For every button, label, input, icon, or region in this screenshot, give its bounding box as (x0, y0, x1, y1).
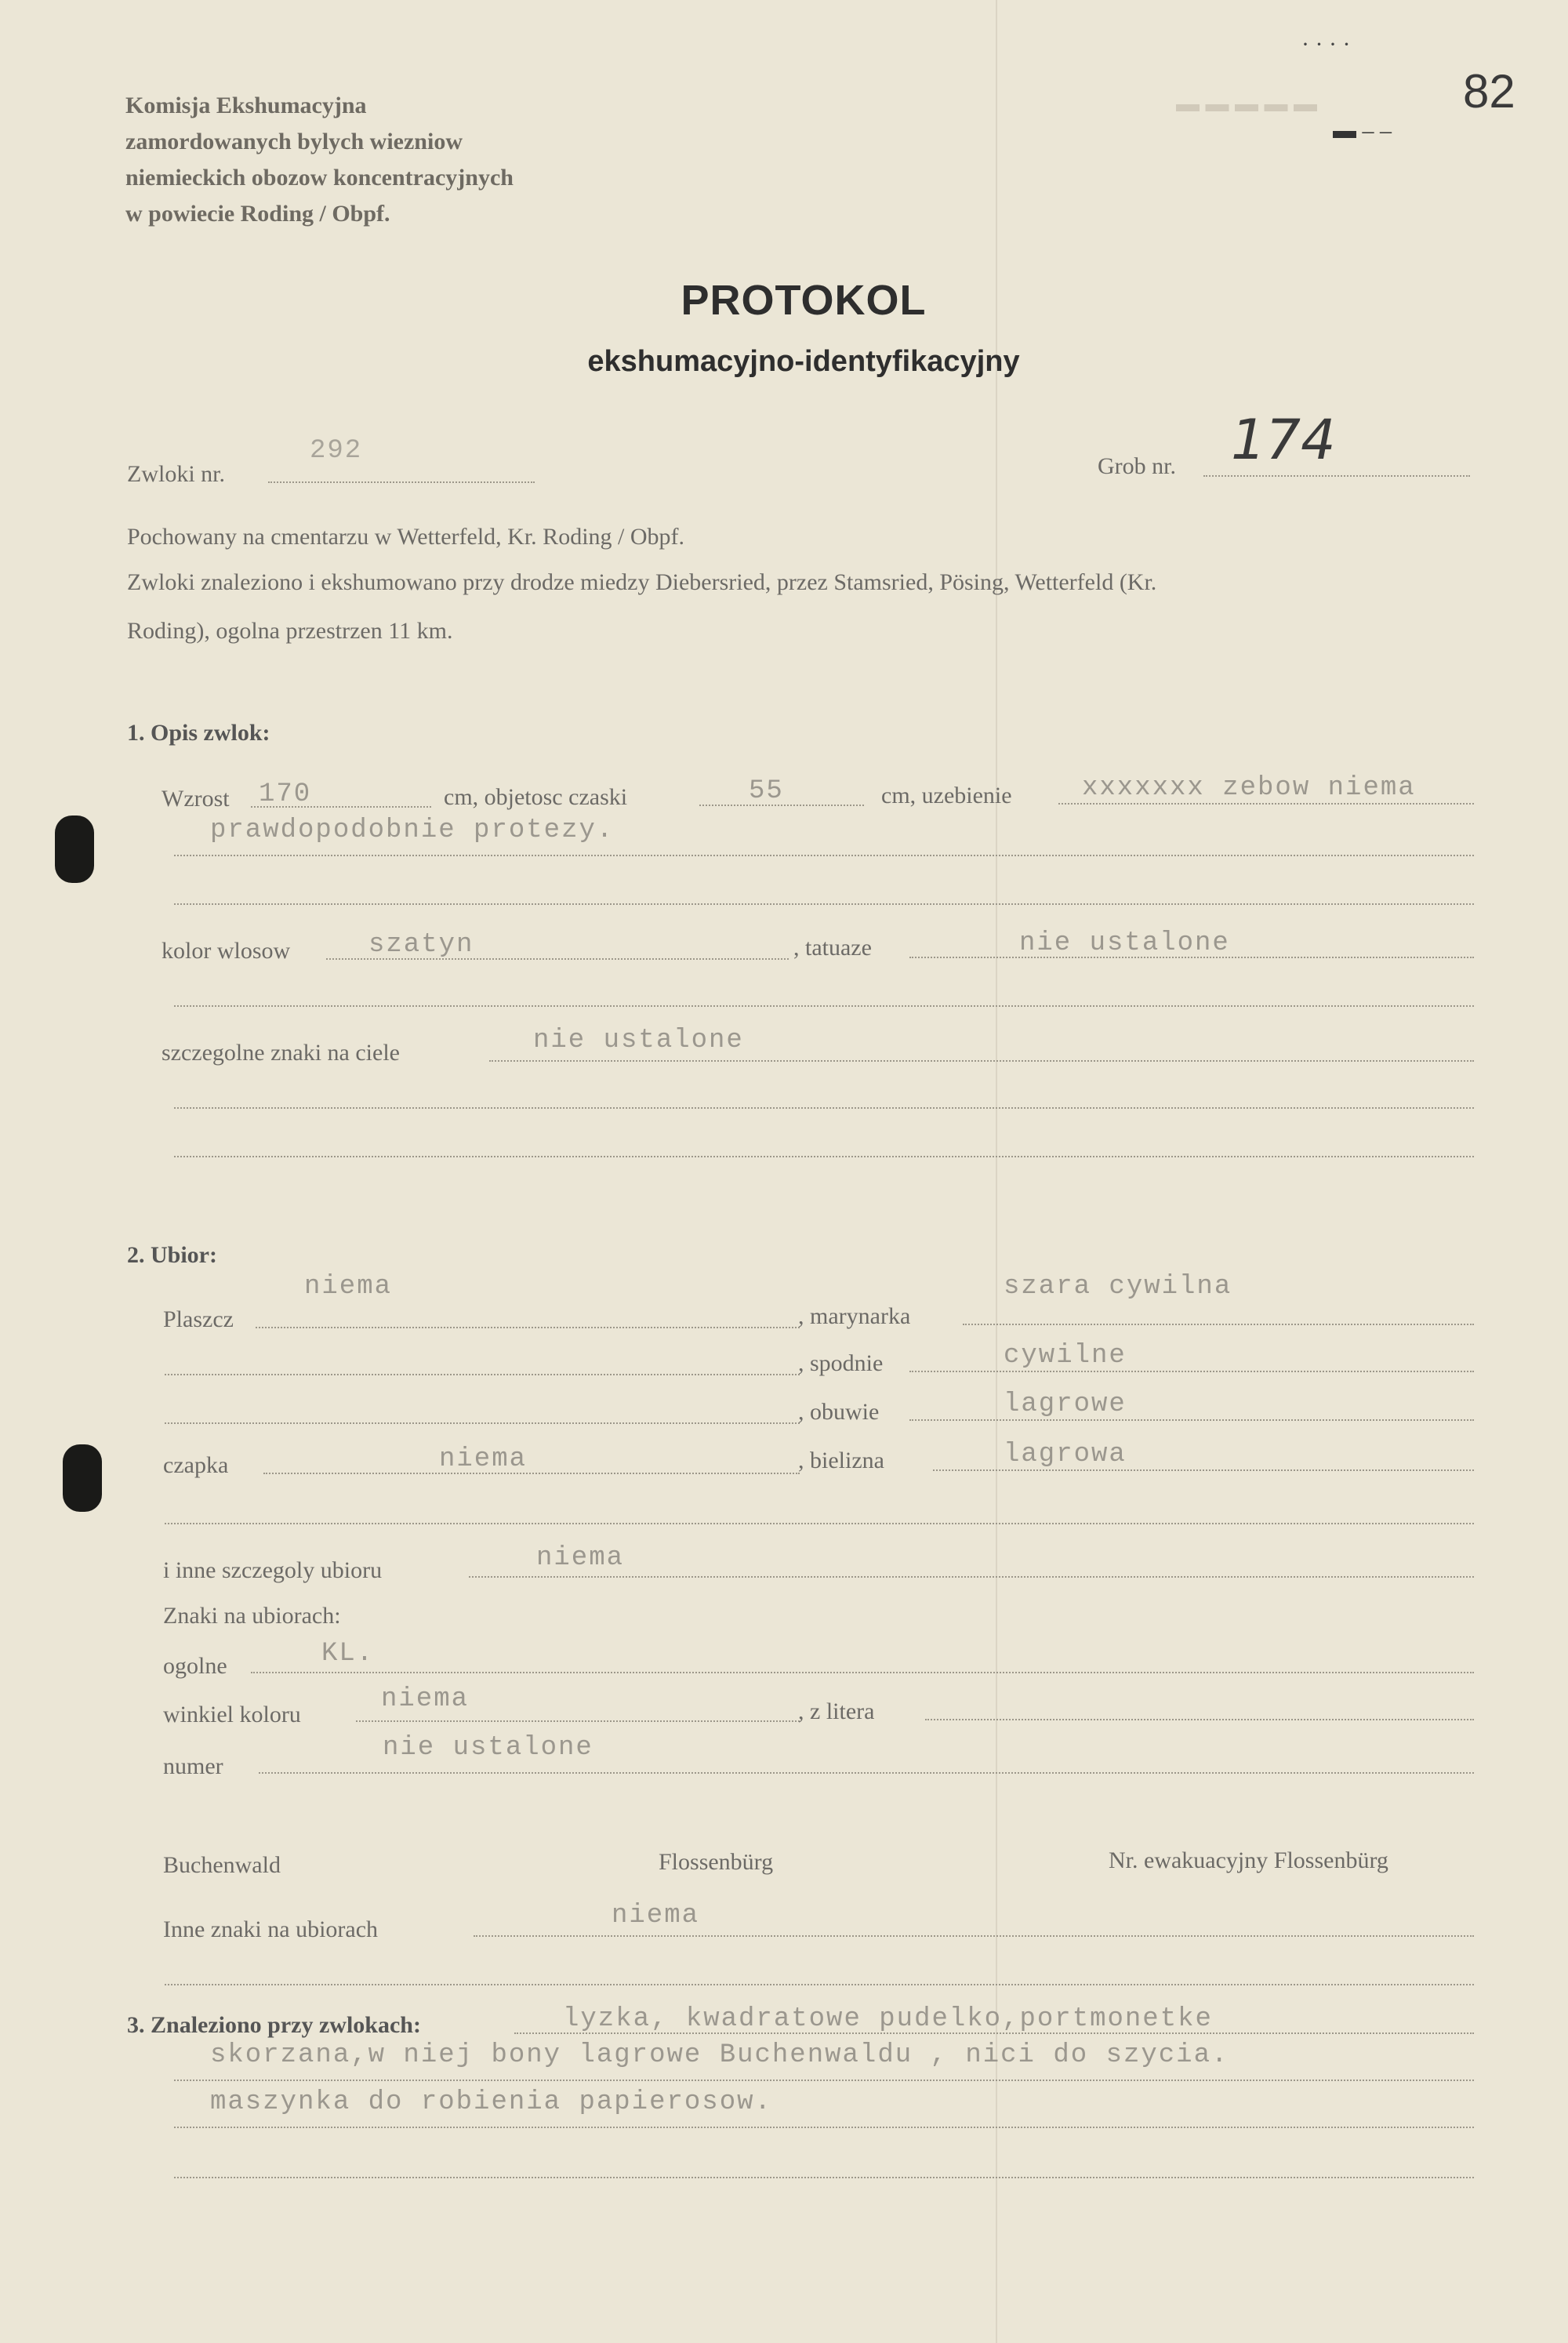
znaki-ciele-value: nie ustalone (533, 1026, 744, 1055)
uzebienie-line-3 (174, 903, 1474, 905)
tatuaze-line-2 (174, 1005, 1474, 1007)
inne-znaki-line (474, 1935, 1474, 1937)
pochowany-text: Pochowany na cmentarzu w Wetterfeld, Kr. Roding / Obpf. (127, 524, 685, 550)
czaska-value: 55 (749, 776, 784, 806)
kolor-value: szatyn (368, 930, 474, 960)
spodnie-value: cywilne (1004, 1341, 1127, 1371)
punch-hole-top (55, 816, 94, 883)
bielizna-value: lagrowa (1004, 1440, 1127, 1469)
punch-hole-bottom (63, 1444, 102, 1512)
pencil-dashes: ▬ ‒ ‒ (1333, 118, 1392, 143)
page-number: 82 (1463, 65, 1515, 118)
ubior-line-3 (165, 1422, 800, 1424)
litera-line (925, 1719, 1474, 1720)
wzrost-label: Wzrost (162, 786, 230, 812)
faint-stamp-mark: ▬ ▬ ▬ ▬ ▬ (1176, 91, 1317, 117)
grob-line (1203, 475, 1470, 477)
header-block (125, 88, 514, 232)
section1-title: 1. Opis zwlok: (127, 720, 270, 746)
header-line-3: niemieckich obozow koncentracyjnych (125, 165, 514, 191)
uzebienie-line (1058, 803, 1474, 805)
bielizna-line (933, 1469, 1474, 1471)
uzebienie-line-2 (174, 855, 1474, 856)
grob-value: 174 (1231, 408, 1336, 472)
inne-szczegoly-value: niema (536, 1543, 625, 1573)
uzebienie-label: cm, uzebienie (881, 783, 1012, 808)
header-line-2: zamordowanych bylych wiezniow (125, 129, 463, 154)
header-line-4: w powiecie Roding / Obpf. (125, 201, 390, 227)
tatuaze-label: , tatuaze (793, 935, 872, 961)
zwloki-label: Zwloki nr. (127, 461, 225, 487)
document-subtitle: ekshumacyjno-identyfikacyjny (587, 345, 1020, 378)
section3-value-2: skorzana,w niej bony lagrowe Buchenwaldu , nici do szycia. (210, 2040, 1229, 2070)
header-line-1: Komisja Ekshumacyjna (125, 93, 367, 118)
ogolne-label: ogolne (163, 1653, 227, 1679)
marynarka-label: , marynarka (798, 1303, 911, 1329)
numer-label: numer (163, 1753, 223, 1779)
inne-szczegoly-label: i inne szczegoly ubioru (163, 1557, 383, 1583)
plaszcz-value: niema (304, 1272, 393, 1302)
ogolne-value: KL. (321, 1639, 375, 1669)
znaki-ciele-label: szczegolne znaki na ciele (162, 1040, 400, 1066)
inne-znaki-line-2 (165, 1984, 1474, 1985)
czapka-label: czapka (163, 1452, 229, 1478)
czaska-label: cm, objetosc czaski (444, 784, 628, 810)
wzrost-value: 170 (259, 779, 312, 809)
ubior-line-2 (165, 1374, 800, 1375)
pencil-dots: · · · · (1301, 31, 1351, 57)
section2-title: 2. Ubior: (127, 1242, 217, 1268)
winkiel-value: niema (381, 1684, 470, 1714)
znaki-ciele-line (489, 1060, 1474, 1062)
section3-title: 3. Znaleziono przy zwlokach: (127, 2012, 421, 2038)
section3-value-3: maszynka do robienia papierosow. (210, 2087, 772, 2117)
obuwie-line (909, 1419, 1474, 1421)
grob-label: Grob nr. (1098, 453, 1176, 479)
znaki-ciele-line-2 (174, 1107, 1474, 1109)
ogolne-line (251, 1672, 1474, 1673)
zwloki-line (268, 481, 535, 483)
winkiel-label: winkiel koloru (163, 1702, 301, 1727)
kolor-label: kolor wlosow (162, 938, 291, 964)
znaki-ubiorach-label: Znaki na ubiorach: (163, 1603, 341, 1629)
ubior-line-4 (165, 1523, 1474, 1524)
znaleziono-text-2: Roding), ogolna przestrzen 11 km. (127, 618, 453, 644)
obuwie-value: lagrowe (1004, 1389, 1127, 1419)
section3-value-1: lyzka, kwadratowe pudelko,portmonetke (563, 2004, 1213, 2034)
uzebienie-value: xxxxxxx zebow niema (1082, 773, 1416, 803)
bielizna-label: , bielizna (798, 1448, 884, 1473)
znaleziono-text-1: Zwloki znaleziono i ekshumowano przy drodze miedzy Diebersried, przez Stamsried, Pösing, Wetterfeld (Kr. (127, 569, 1157, 595)
section3-line-4 (174, 2177, 1474, 2178)
litera-label: , z litera (798, 1698, 875, 1724)
inne-znaki-value: niema (612, 1901, 700, 1931)
numer-value: nie ustalone (383, 1733, 593, 1763)
nr-ewakuacyjny-label: Nr. ewakuacyjny Flossenbürg (1109, 1847, 1388, 1873)
section3-line-3 (174, 2127, 1474, 2128)
czapka-value: niema (439, 1444, 528, 1474)
znaki-ciele-line-3 (174, 1156, 1474, 1157)
inne-znaki-label: Inne znaki na ubiorach (163, 1916, 379, 1942)
tatuaze-value: nie ustalone (1019, 928, 1230, 958)
obuwie-label: , obuwie (798, 1399, 880, 1425)
inne-szczegoly-line (469, 1576, 1474, 1578)
winkiel-line (356, 1720, 800, 1722)
plaszcz-label: Plaszcz (163, 1306, 234, 1332)
flossenburg-label: Flossenbürg (659, 1849, 774, 1875)
buchenwald-label: Buchenwald (163, 1852, 281, 1878)
marynarka-line (963, 1324, 1474, 1325)
numer-line (259, 1772, 1474, 1774)
document-title: PROTOKOL (681, 277, 927, 324)
czapka-line (263, 1473, 800, 1474)
spodnie-label: , spodnie (798, 1350, 884, 1376)
spodnie-line (909, 1371, 1474, 1372)
section3-line-2 (174, 2080, 1474, 2081)
zwloki-value: 292 (310, 436, 363, 466)
marynarka-value: szara cywilna (1004, 1272, 1232, 1302)
uzebienie-continued: prawdopodobnie protezy. (210, 816, 615, 845)
plaszcz-line (256, 1327, 800, 1328)
